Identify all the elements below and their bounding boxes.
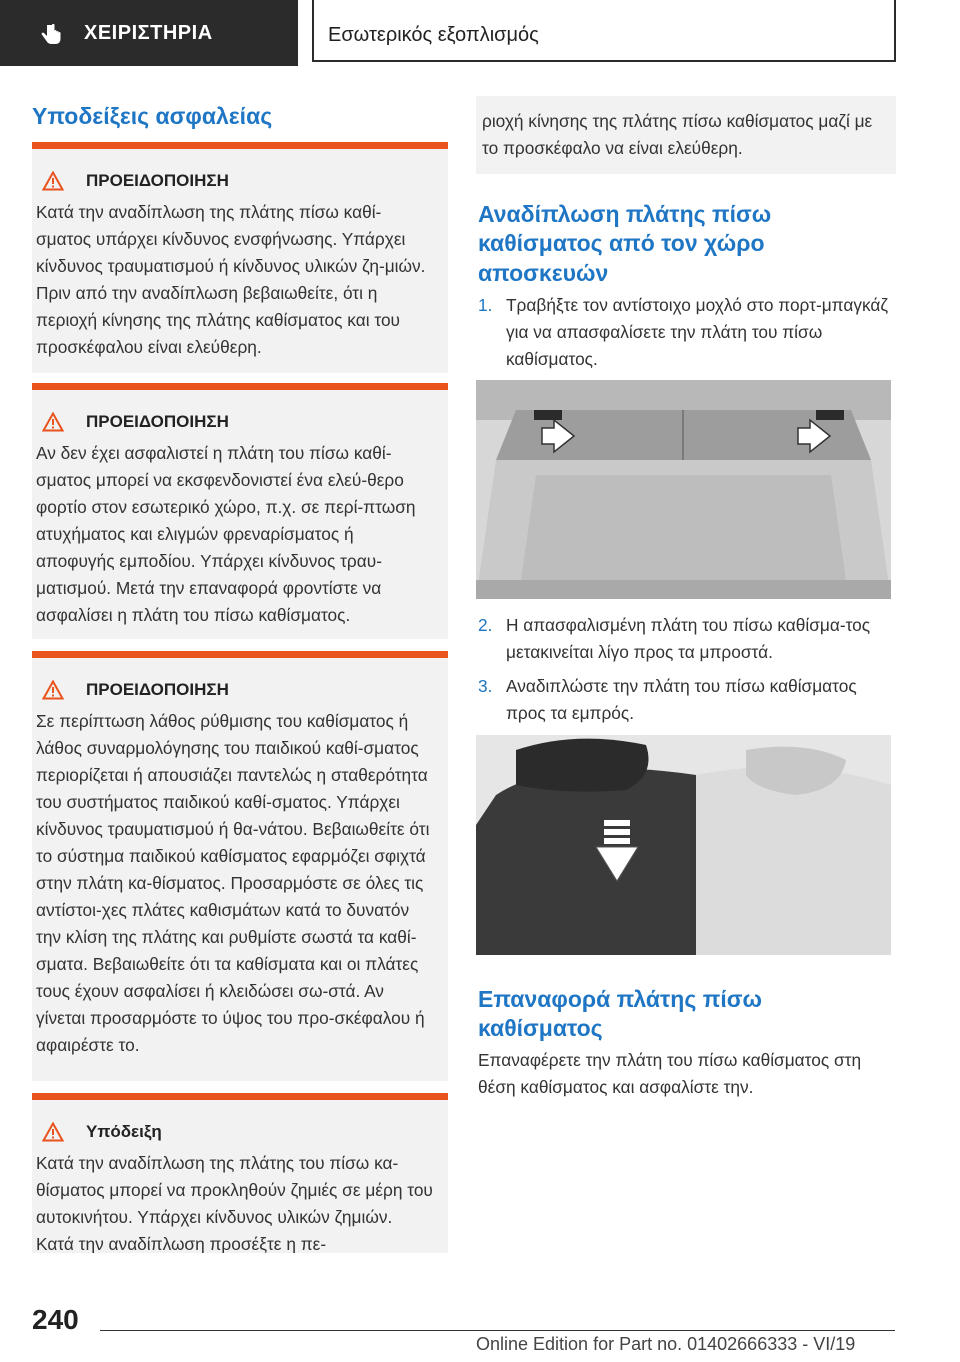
warning-heading: ΠΡΟΕΙΔΟΠΟΙΗΣΗ <box>86 171 229 190</box>
warning-text: Σε περίπτωση λάθος ρύθμισης του καθίσματος ή λάθος συναρμολόγησης του παιδικού καθί-σματος περιορίζεται ή απουσιάζει παντελώς η σταθερότητα του συστήματος παιδικού καθί-σματος. Υπάρχει κίνδυνος τραυματισμού ή θα-νάτου. Βεβαιωθείτε ότι το σύστημα παιδικού καθίσματος εφαρμόζει σφιχτά στην πλάτη κα-θίσματος. Προσαρμόστε σε όλες τις αντίστοι-χες πλάτες καθισμάτων κατά το δυνατόν την κλίση της πλάτης και ρυθμίστε σωστά τα καθί-σματα. Βεβαιωθείτε ότι τα καθίσματα και οι πλάτες τους έχουν ασφαλίσει ή κλειδώσει σω-στά. Αν γίνεται προσαρμόστε το ύψος του προ-σκέφαλου ή αφαιρέστε το. <box>36 711 430 1055</box>
warning-text: Αν δεν έχει ασφαλιστεί η πλάτη του πίσω καθί-σματος μπορεί να εκσφενδονιστεί ένα ελεύ-θερο φορτίο στον εσωτερικό χώρο, π.χ. σε περί-πτωση ατυχήματος και ελιγμών φρεναρίσματος ή αποφυγής εμποδίου. Υπάρχει κίνδυνος τραυ-ματισμού. Μετά την επαναφορά φροντίστε να ασφαλίσει η πλάτη του πίσω καθίσματος. <box>36 443 416 625</box>
section-label: Εσωτερικός εξοπλισμός <box>328 24 539 46</box>
warning-box-3 <box>32 651 448 1081</box>
section-tab <box>312 0 896 62</box>
chapter-tab <box>0 0 298 66</box>
warning-triangle-icon <box>42 1122 64 1142</box>
page-number: 240 <box>32 1304 79 1335</box>
note-continuation-text: ριοχή κίνησης της πλάτης πίσω καθίσματος μαζί με το προσκέφαλο να είναι ελεύθερη. <box>482 111 873 158</box>
edition-text: Online Edition for Part no. 01402666333 - VI/19 <box>476 1334 856 1354</box>
warning-bar <box>32 142 448 149</box>
warning-bar <box>32 1093 448 1100</box>
warning-box-2 <box>32 383 448 639</box>
fold-from-trunk-title: Αναδίπλωση πλάτης πίσω καθίσματος από τον χώρο αποσκευών <box>478 201 772 286</box>
step-number: 2. <box>478 615 493 635</box>
warning-bar <box>32 651 448 658</box>
step-number: 3. <box>478 676 493 696</box>
step-text: Αναδιπλώστε την πλάτη του πίσω καθίσματος προς τα εμπρός. <box>506 676 857 723</box>
footer-divider <box>100 1330 895 1331</box>
hand-pointer-icon <box>38 22 64 48</box>
warning-triangle-icon <box>42 171 64 191</box>
step-text: Τραβήξτε τον αντίστοιχο μοχλό στο πορτ-μπαγκάζ για να απασφαλίσετε την πλάτη του πίσω καθίσματος. <box>506 295 889 369</box>
warning-text: Κατά την αναδίπλωση της πλάτης πίσω καθί-σματος υπάρχει κίνδυνος ενσφήνωσης. Υπάρχει κίνδυνος τραυματισμού ή κίνδυνος υλικών ζη-μιών. Πριν από την αναδίπλωση βεβαιωθείτε, ότι η περιοχή κίνησης της πλάτης καθίσματος και του προσκέφαλου είναι ελεύθερη. <box>36 202 426 357</box>
warning-heading: ΠΡΟΕΙΔΟΠΟΙΗΣΗ <box>86 680 229 699</box>
step-item <box>478 292 898 373</box>
warning-triangle-icon <box>42 680 64 700</box>
step-item <box>478 673 898 727</box>
seat-backrest-fold-photo <box>476 735 891 955</box>
warning-bar <box>32 383 448 390</box>
note-text: Κατά την αναδίπλωση της πλάτης του πίσω κα-θίσματος μπορεί να προκληθούν ζημιές σε μέρη του αυτοκινήτου. Υπάρχει κίνδυνος υλικών ζημιών. Κατά την αναδίπλωση προσέξτε η πε- <box>36 1153 433 1253</box>
steps-list-b <box>478 612 898 734</box>
chapter-label: ΧΕΙΡΙΣΤΗΡΙΑ <box>84 22 213 44</box>
restore-backrest-title: Επαναφορά πλάτης πίσω καθίσματος <box>478 986 762 1042</box>
trunk-release-lever-photo <box>476 380 891 599</box>
warning-box-1 <box>32 142 448 373</box>
safety-notes-title: Υποδείξεις ασφαλείας <box>32 103 273 129</box>
restore-backrest-text: Επαναφέρετε την πλάτη του πίσω καθίσματος στη θέση καθίσματος και ασφαλίστε την. <box>478 1050 862 1097</box>
note-box <box>32 1093 448 1253</box>
warning-heading: ΠΡΟΕΙΔΟΠΟΙΗΣΗ <box>86 412 229 431</box>
page-header <box>0 0 960 66</box>
steps-list-a <box>478 292 898 380</box>
step-text: Η απασφαλισμένη πλάτη του πίσω καθίσμα-τος μετακινείται λίγο προς τα μπροστά. <box>506 615 871 662</box>
note-continuation-box <box>476 96 896 174</box>
note-heading: Υπόδειξη <box>86 1122 162 1141</box>
warning-triangle-icon <box>42 412 64 432</box>
seat-illustration <box>476 735 891 955</box>
trunk-illustration <box>476 380 891 599</box>
step-item <box>478 612 898 666</box>
step-number: 1. <box>478 295 493 315</box>
